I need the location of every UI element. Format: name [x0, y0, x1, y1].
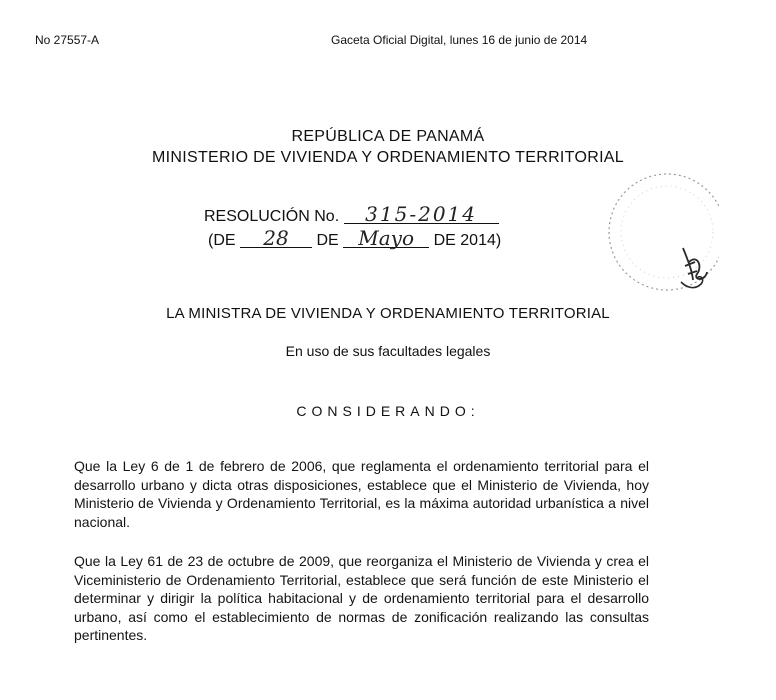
date-prefix: (DE [208, 232, 236, 249]
date-middle: DE [316, 232, 339, 249]
legal-powers-line: En uso de sus facultades legales [285, 343, 491, 359]
ministry-heading: MINISTERIO DE VIVIENDA Y ORDENAMIENTO TERRITORIAL [152, 149, 624, 166]
gazette-number: No 27557-A [35, 33, 100, 47]
minister-title: LA MINISTRA DE VIVIENDA Y ORDENAMIENTO TERRITORIAL [166, 305, 610, 322]
resolution-date-line [208, 226, 502, 250]
resolution-number-handwritten: 315-2014 [344, 205, 499, 224]
resolution-month-handwritten: Mayo [343, 229, 429, 248]
considering-heading: CONSIDERANDO: [296, 403, 480, 419]
considering-paragraph: Que la Ley 61 de 23 de octubre de 2009, que reorganiza el Ministerio de Vivienda y crea el Viceministerio de Ordenamiento Territorial, establece que será función de este Ministerio el determinar y dirigir la política habitacional y de ordenamiento territorial para el desarrollo urbano, así como el establecimiento de normas de zonificación realizando las consultas pertinentes. [74, 553, 649, 643]
date-year: DE 2014) [433, 232, 502, 249]
official-seal-signature [597, 162, 719, 302]
resolution-day-handwritten: 28 [240, 229, 312, 248]
republic-heading: REPÚBLICA DE PANAMÁ [291, 128, 485, 145]
gazette-date-header: Gaceta Oficial Digital, lunes 16 de junio de 2014 [331, 33, 588, 47]
resolution-label: RESOLUCIÓN No. [204, 208, 340, 225]
resolution-number-line [204, 202, 499, 226]
considering-paragraph: Que la Ley 6 de 1 de febrero de 2006, que reglamenta el ordenamiento territorial para el desarrollo urbano y dicta otras disposiciones, establece que el Ministerio de Vivienda, hoy Ministerio de Vivienda y Ordenamiento Territorial, es la máxima autoridad urbanística a nivel nacional. [74, 458, 649, 530]
